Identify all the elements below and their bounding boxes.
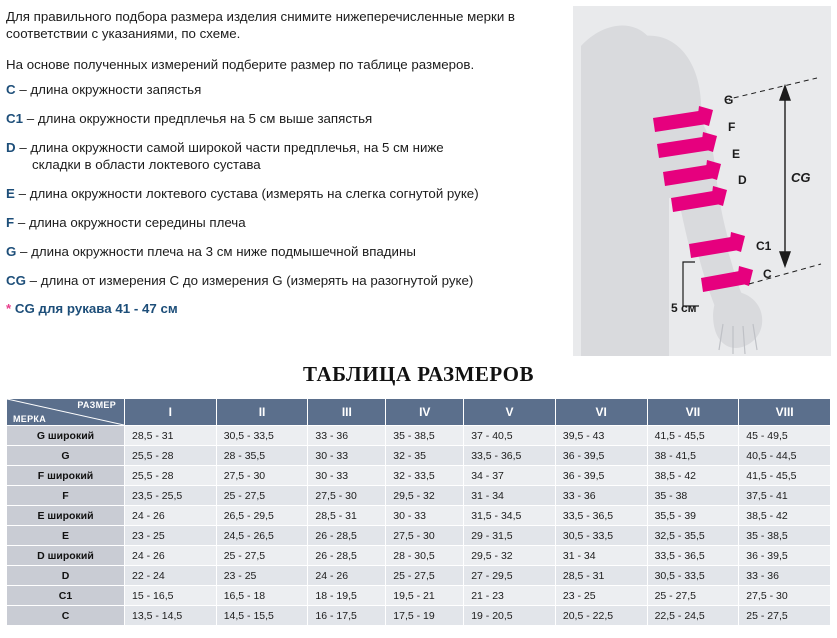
- cell-g-1: 25,5 - 28: [125, 446, 217, 466]
- cell-g-wide-2: 30,5 - 33,5: [216, 426, 308, 446]
- definition-code-g: G: [6, 244, 17, 259]
- label-five-cm: 5 см: [671, 301, 697, 315]
- corner-size-label: РАЗМЕР: [77, 400, 116, 410]
- cell-e-wide-2: 26,5 - 29,5: [216, 506, 308, 526]
- cell-c1-7: 25 - 27,5: [647, 586, 739, 606]
- definition-text-d-continued: складки в области локтевого сустава: [32, 157, 261, 172]
- definition-item-f: [6, 214, 566, 231]
- cell-d-wide-3: 26 - 28,5: [308, 546, 386, 566]
- row-label-f-wide: F широкий: [7, 466, 125, 486]
- cell-c-2: 14,5 - 15,5: [216, 606, 308, 626]
- cell-g-2: 28 - 35,5: [216, 446, 308, 466]
- arm-measurement-illustration: [573, 6, 831, 356]
- row-label-d: D: [7, 566, 125, 586]
- table-row: [7, 606, 831, 626]
- definition-code-d: D: [6, 140, 16, 155]
- cell-e-wide-6: 33,5 - 36,5: [555, 506, 647, 526]
- cell-g-7: 38 - 41,5: [647, 446, 739, 466]
- cell-f-wide-5: 34 - 37: [464, 466, 556, 486]
- cell-c-4: 17,5 - 19: [386, 606, 464, 626]
- cell-e-wide-5: 31,5 - 34,5: [464, 506, 556, 526]
- cell-e-wide-1: 24 - 26: [125, 506, 217, 526]
- row-label-c1: C1: [7, 586, 125, 606]
- cell-e-wide-8: 38,5 - 42: [739, 506, 831, 526]
- cell-f-8: 37,5 - 41: [739, 486, 831, 506]
- label-cg: CG: [791, 170, 811, 185]
- size-table-head: [7, 399, 831, 426]
- definition-item-c1: [6, 110, 566, 127]
- definition-text-cg: длина от измерения C до измерения G (измерять на разогнутой руке): [40, 273, 474, 288]
- cell-c-7: 22,5 - 24,5: [647, 606, 739, 626]
- cell-g-wide-8: 45 - 49,5: [739, 426, 831, 446]
- label-c1: C1: [756, 239, 772, 253]
- cell-f-6: 33 - 36: [555, 486, 647, 506]
- corner-measure-label: МЕРКА: [13, 414, 46, 424]
- definition-code-f: F: [6, 215, 15, 230]
- cell-e-wide-4: 30 - 33: [386, 506, 464, 526]
- cell-f-wide-7: 38,5 - 42: [647, 466, 739, 486]
- row-label-e-wide: E широкий: [7, 506, 125, 526]
- definition-dash-c1: –: [26, 111, 35, 126]
- size-column-header-3: III: [308, 399, 386, 426]
- intro-lead-paragraph: Для правильного подбора размера изделия снимите нижеперечисленные мерки в соответствии с указаниями, по схеме.: [6, 9, 516, 41]
- cell-e-1: 23 - 25: [125, 526, 217, 546]
- size-column-header-6: VI: [555, 399, 647, 426]
- cell-d-wide-5: 29,5 - 32: [464, 546, 556, 566]
- cell-f-wide-4: 32 - 33,5: [386, 466, 464, 486]
- size-column-header-2: II: [216, 399, 308, 426]
- cell-c1-6: 23 - 25: [555, 586, 647, 606]
- cell-c1-4: 19,5 - 21: [386, 586, 464, 606]
- cell-d-wide-7: 33,5 - 36,5: [647, 546, 739, 566]
- cell-d-7: 30,5 - 33,5: [647, 566, 739, 586]
- cell-c1-3: 18 - 19,5: [308, 586, 386, 606]
- table-row: [7, 546, 831, 566]
- row-label-c: C: [7, 606, 125, 626]
- row-label-d-wide: D широкий: [7, 546, 125, 566]
- table-row: [7, 526, 831, 546]
- definition-text-d: длина окружности самой широкой части предплечья, на 5 см ниже: [30, 140, 444, 155]
- label-f: F: [728, 120, 736, 134]
- definition-code-cg: CG: [6, 273, 26, 288]
- cell-f-wide-3: 30 - 33: [308, 466, 386, 486]
- cell-e-3: 26 - 28,5: [308, 526, 386, 546]
- row-label-e: E: [7, 526, 125, 546]
- size-column-header-4: IV: [386, 399, 464, 426]
- size-table-body: [7, 426, 831, 626]
- cell-e-7: 32,5 - 35,5: [647, 526, 739, 546]
- size-column-header-7: VII: [647, 399, 739, 426]
- cell-d-4: 25 - 27,5: [386, 566, 464, 586]
- cell-e-5: 29 - 31,5: [464, 526, 556, 546]
- definition-item-g: [6, 243, 566, 260]
- table-row: [7, 566, 831, 586]
- cell-f-5: 31 - 34: [464, 486, 556, 506]
- definition-code-c: C: [6, 82, 16, 97]
- table-row: [7, 466, 831, 486]
- cell-e-wide-3: 28,5 - 31: [308, 506, 386, 526]
- footnote-text: CG для рукава 41 - 47 см: [14, 301, 178, 316]
- cell-d-wide-4: 28 - 30,5: [386, 546, 464, 566]
- cell-c1-8: 27,5 - 30: [739, 586, 831, 606]
- cell-g-8: 40,5 - 44,5: [739, 446, 831, 466]
- cell-c1-2: 16,5 - 18: [216, 586, 308, 606]
- cell-g-6: 36 - 39,5: [555, 446, 647, 466]
- footnote-cg-sleeve: [6, 301, 566, 316]
- cell-f-wide-1: 25,5 - 28: [125, 466, 217, 486]
- measurement-definitions-list: [6, 81, 566, 289]
- definition-item-e: [6, 185, 566, 202]
- size-column-header-5: V: [464, 399, 556, 426]
- cell-c-5: 19 - 20,5: [464, 606, 556, 626]
- definition-text-g: длина окружности плеча на 3 см ниже подмышечной впадины: [31, 244, 416, 259]
- definition-text-f: длина окружности середины плеча: [28, 215, 246, 230]
- cell-e-4: 27,5 - 30: [386, 526, 464, 546]
- cell-e-8: 35 - 38,5: [739, 526, 831, 546]
- row-label-f: F: [7, 486, 125, 506]
- cell-g-5: 33,5 - 36,5: [464, 446, 556, 466]
- cell-f-7: 35 - 38: [647, 486, 739, 506]
- row-label-g: G: [7, 446, 125, 466]
- cell-c1-5: 21 - 23: [464, 586, 556, 606]
- definition-code-e: E: [6, 186, 15, 201]
- cell-d-wide-8: 36 - 39,5: [739, 546, 831, 566]
- definition-dash-g: –: [20, 244, 28, 259]
- cell-c-6: 20,5 - 22,5: [555, 606, 647, 626]
- intro-text-block: [6, 8, 566, 316]
- cell-c1-1: 15 - 16,5: [125, 586, 217, 606]
- cell-e-wide-7: 35,5 - 39: [647, 506, 739, 526]
- cell-c-3: 16 - 17,5: [308, 606, 386, 626]
- definition-code-c1: C1: [6, 111, 23, 126]
- definition-text-e: длина окружности локтевого сустава (измерять на слегка согнутой руке): [29, 186, 479, 201]
- definition-item-c: [6, 81, 566, 98]
- cell-d-6: 28,5 - 31: [555, 566, 647, 586]
- table-row: [7, 486, 831, 506]
- row-label-g-wide: G широкий: [7, 426, 125, 446]
- cell-d-wide-1: 24 - 26: [125, 546, 217, 566]
- definition-text-c: длина окружности запястья: [30, 82, 202, 97]
- definition-dash-c: –: [19, 82, 27, 97]
- size-table-title: ТАБЛИЦА РАЗМЕРОВ: [303, 362, 534, 386]
- cell-d-8: 33 - 36: [739, 566, 831, 586]
- cell-d-1: 22 - 24: [125, 566, 217, 586]
- cell-f-1: 23,5 - 25,5: [125, 486, 217, 506]
- label-c: C: [763, 267, 772, 281]
- cell-e-2: 24,5 - 26,5: [216, 526, 308, 546]
- label-d: D: [738, 173, 747, 187]
- definition-text-c1: длина окружности предплечья на 5 см выше запястья: [37, 111, 373, 126]
- definition-dash-d: –: [19, 140, 27, 155]
- label-e: E: [732, 147, 741, 161]
- size-table-header-row: [7, 399, 831, 426]
- asterisk-icon: *: [6, 301, 12, 316]
- cell-g-wide-1: 28,5 - 31: [125, 426, 217, 446]
- table-row: [7, 506, 831, 526]
- size-table: [6, 398, 831, 626]
- arm-diagram-svg: [573, 6, 831, 356]
- table-row: [7, 446, 831, 466]
- cell-g-3: 30 - 33: [308, 446, 386, 466]
- intro-second-paragraph: На основе полученных измерений подберите размер по таблице размеров.: [6, 57, 475, 72]
- size-column-header-1: I: [125, 399, 217, 426]
- table-row: [7, 426, 831, 446]
- cell-f-4: 29,5 - 32: [386, 486, 464, 506]
- cell-g-wide-5: 37 - 40,5: [464, 426, 556, 446]
- definition-dash-e: –: [18, 186, 26, 201]
- label-g: G: [724, 93, 734, 107]
- cell-g-wide-4: 35 - 38,5: [386, 426, 464, 446]
- cell-f-2: 25 - 27,5: [216, 486, 308, 506]
- definition-item-d: [6, 139, 566, 173]
- cell-g-wide-6: 39,5 - 43: [555, 426, 647, 446]
- cell-g-wide-7: 41,5 - 45,5: [647, 426, 739, 446]
- definition-dash-f: –: [17, 215, 26, 230]
- cell-g-4: 32 - 35: [386, 446, 464, 466]
- cell-e-6: 30,5 - 33,5: [555, 526, 647, 546]
- cell-f-wide-8: 41,5 - 45,5: [739, 466, 831, 486]
- cell-d-2: 23 - 25: [216, 566, 308, 586]
- cell-d-wide-6: 31 - 34: [555, 546, 647, 566]
- cell-f-wide-6: 36 - 39,5: [555, 466, 647, 486]
- cell-f-3: 27,5 - 30: [308, 486, 386, 506]
- cell-c-8: 25 - 27,5: [739, 606, 831, 626]
- cell-d-5: 27 - 29,5: [464, 566, 556, 586]
- cell-c-1: 13,5 - 14,5: [125, 606, 217, 626]
- cell-d-3: 24 - 26: [308, 566, 386, 586]
- definition-item-cg: [6, 272, 566, 289]
- size-column-header-8: VIII: [739, 399, 831, 426]
- cell-g-wide-3: 33 - 36: [308, 426, 386, 446]
- cell-f-wide-2: 27,5 - 30: [216, 466, 308, 486]
- definition-dash-cg: –: [29, 273, 38, 288]
- size-table-corner-cell: [7, 399, 125, 426]
- table-row: [7, 586, 831, 606]
- cell-d-wide-2: 25 - 27,5: [216, 546, 308, 566]
